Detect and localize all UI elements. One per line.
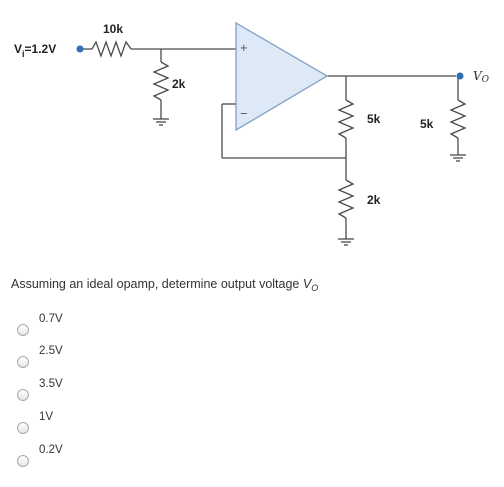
question-text	[11, 277, 318, 293]
radio-button[interactable]	[17, 422, 29, 434]
input-resistor-label: 10k	[103, 22, 124, 36]
plus-sign: +	[240, 40, 248, 55]
option-label: 3.5V	[39, 378, 63, 390]
feedback-top-label: 5k	[367, 112, 381, 126]
radio-button[interactable]	[17, 455, 29, 467]
output-terminal	[457, 73, 464, 80]
option-0-2v[interactable]	[14, 444, 214, 478]
feedback-bottom-label: 2k	[367, 193, 381, 207]
feedback-resistor-top	[339, 100, 353, 138]
minus-sign: −	[240, 106, 248, 121]
question-body: Assuming an ideal opamp, determine output voltage	[11, 277, 303, 291]
shunt-resistor	[154, 62, 168, 100]
radio-button[interactable]	[17, 356, 29, 368]
option-label: 1V	[39, 411, 54, 423]
load-resistor	[451, 100, 465, 138]
feedback-resistor-bottom	[339, 180, 353, 218]
option-0-7v[interactable]	[14, 313, 214, 347]
vo-label: VO	[473, 69, 490, 85]
load-resistor-label: 5k	[420, 117, 434, 131]
option-label: 0.2V	[39, 444, 63, 456]
question-symbol-sub: O	[311, 283, 319, 293]
option-3-5v[interactable]	[14, 378, 214, 412]
opamp-triangle	[236, 23, 327, 130]
radio-button[interactable]	[17, 389, 29, 401]
question-symbol: V	[302, 277, 312, 291]
option-2-5v[interactable]	[14, 345, 214, 379]
input-resistor	[92, 42, 131, 56]
option-label: 2.5V	[39, 345, 63, 357]
option-1v[interactable]	[14, 411, 214, 445]
shunt-resistor-label: 2k	[172, 77, 186, 91]
vi-label: $V_i=1.2V$	[14, 42, 57, 59]
option-label: 0.7V	[39, 313, 63, 325]
radio-button[interactable]	[17, 324, 29, 336]
input-terminal	[77, 46, 84, 53]
